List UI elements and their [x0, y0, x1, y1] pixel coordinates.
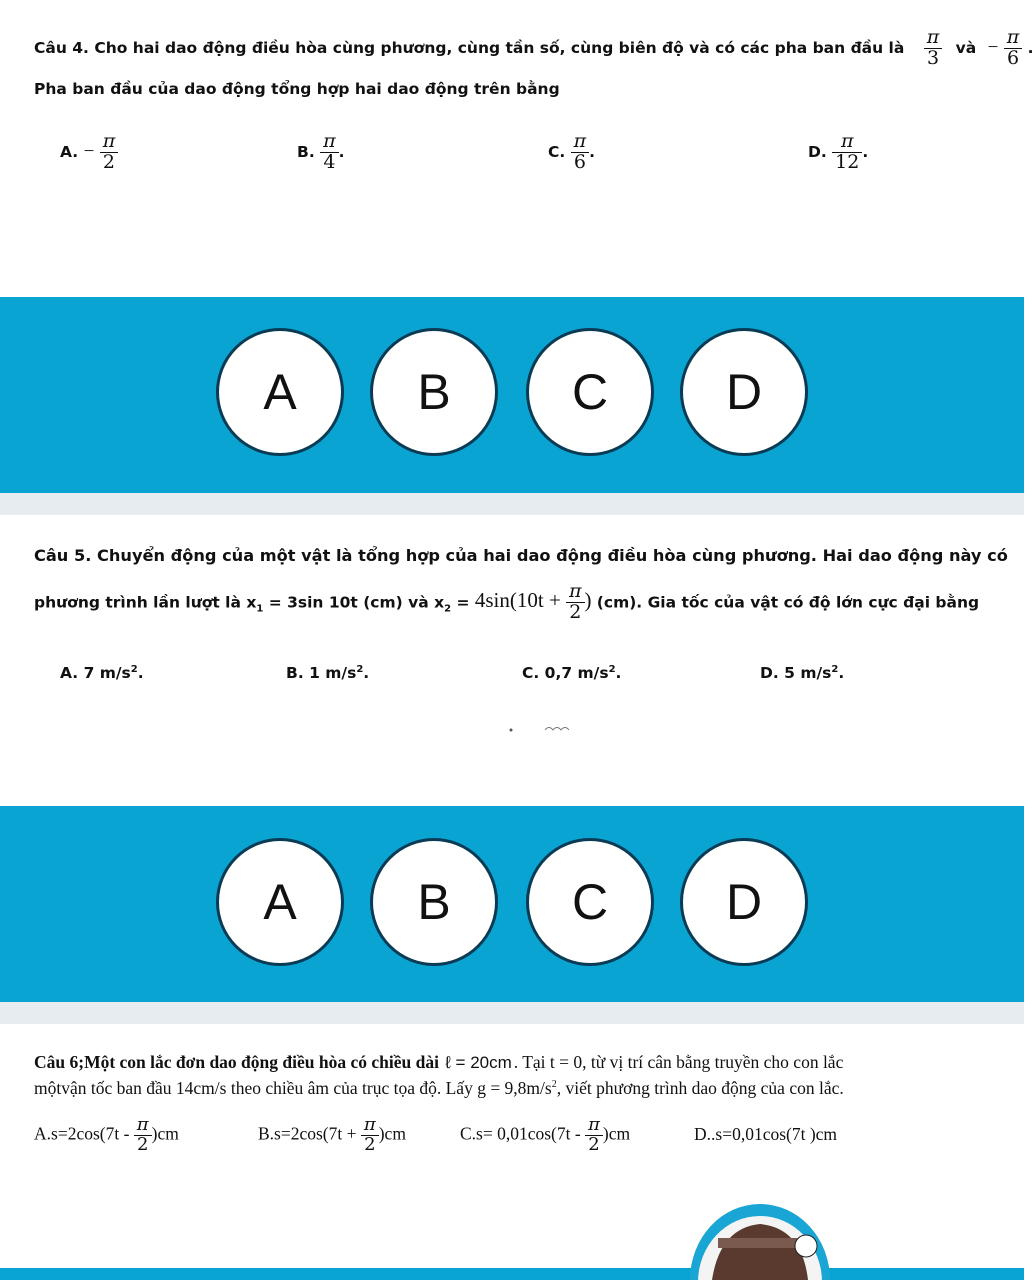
answer-1-a-button[interactable]: A [216, 328, 344, 456]
q6-option-b-fraction: $\frac{\pi}{2}$ [361, 1116, 379, 1155]
q6-option-a: A.s=2cos(7t - $\frac{\pi}{2}$ )cm [34, 1114, 179, 1155]
q6-line2: mộtvận tốc ban đầu 14cm/s theo chiều âm của trục tọa độ. Lấy $g = 9,8m/s^2$, viết phương trình dao động của con lắc. [34, 1078, 844, 1098]
scan-artifact [505, 722, 575, 734]
q4-option-d-fraction: $\frac{\pi}{12}$ [832, 132, 862, 173]
q6-option-c-fraction: $\frac{\pi}{2}$ [585, 1116, 603, 1155]
q6-line1: Câu 6;Một con lắc đơn dao động điều hòa có chiều dài ℓ = 20cm . Tại t = 0, từ vị trí cân bằng truyền cho con lắc [34, 1052, 844, 1072]
answer-2-b-button[interactable]: B [370, 838, 498, 966]
q4-option-c: C. $\frac{\pi}{6}$ . [548, 130, 596, 173]
q5-equation: 4sin(10t + $\frac{\pi}{2}$ ) [474, 580, 592, 623]
q4-option-b: B. $\frac{\pi}{4}$ . [297, 130, 345, 173]
q4-option-c-fraction: $\frac{\pi}{6}$ [571, 132, 590, 173]
q4-phase2-fraction: $\frac{\pi}{6}$ [1004, 28, 1023, 69]
q4-conjunction: và [955, 38, 977, 57]
answer-1-c-button[interactable]: C [526, 328, 654, 456]
answer-2-c-button[interactable]: C [526, 838, 654, 966]
q6-heading: Câu 6;Một con lắc đơn dao động điều hòa có chiều dài [34, 1052, 439, 1072]
q4-option-d: D. $\frac{\pi}{12}$ . [808, 130, 869, 173]
q5-line2: phương trình lần lượt là $x_1 = 3\sin$ 10t (cm) và $x_2 = 4\sin(10t$ + $\frac{\pi}{2}$ ) (cm). Gia tốc của vật có độ lớn cực đại bằng [34, 580, 980, 623]
q4-text: Câu 4. Cho hai dao động điều hòa cùng phương, cùng tần số, cùng biên độ và có các pha ban đầu là [34, 38, 905, 57]
separator-2 [0, 1002, 1024, 1024]
q5-option-c: C. 0,7 $m/s^2$. [522, 664, 622, 683]
avatar [690, 1202, 830, 1280]
q6-option-b: B.s=2cos(7t + $\frac{\pi}{2}$ )cm [258, 1114, 406, 1155]
answer-1-b-button[interactable]: B [370, 328, 498, 456]
answer-2-d-button[interactable]: D [680, 838, 808, 966]
q4-option-a: A. − $\frac{\pi}{2}$ [60, 132, 118, 173]
q6-option-a-fraction: $\frac{\pi}{2}$ [134, 1116, 152, 1155]
q5-line1: Câu 5. Chuyển động của một vật là tổng hợp của hai dao động điều hòa cùng phương. Hai dao động này có [34, 546, 1008, 565]
q6-option-c: C.s= 0,01cos(7t - $\frac{\pi}{2}$ )cm [460, 1114, 631, 1155]
separator-1 [0, 493, 1024, 515]
answer-1-d-button[interactable]: D [680, 328, 808, 456]
q4-option-a-fraction: $\frac{\pi}{2}$ [100, 132, 119, 173]
answer-band-2 [0, 806, 1024, 1002]
q4-line1: Câu 4. Cho hai dao động điều hòa cùng phương, cùng tần số, cùng biên độ và có các pha ban đầu là $\frac{\pi}{3}$ và − $\frac{\pi}{6}$ . [34, 26, 1034, 69]
q5-option-b: B. 1 $m/s^2$. [286, 664, 370, 683]
q4-option-b-fraction: $\frac{\pi}{4}$ [320, 132, 339, 173]
q5-option-d: D. 5 $m/s^2$. [760, 664, 845, 683]
q5-equation-fraction: $\frac{\pi}{2}$ [566, 582, 585, 623]
q4-phase1-fraction: $\frac{\pi}{3}$ [924, 28, 943, 69]
answer-band-1 [0, 297, 1024, 493]
q4-line2: Pha ban đầu của dao động tổng hợp hai dao động trên bằng [34, 80, 560, 98]
q6-length: ℓ = 20cm [445, 1053, 512, 1072]
q6-option-d: D..s=0,01cos(7t )cm [694, 1124, 838, 1144]
bottom-band [0, 1268, 1024, 1280]
q5-option-a: A. 7 $m/s^2$. [60, 664, 144, 683]
answer-2-a-button[interactable]: A [216, 838, 344, 966]
